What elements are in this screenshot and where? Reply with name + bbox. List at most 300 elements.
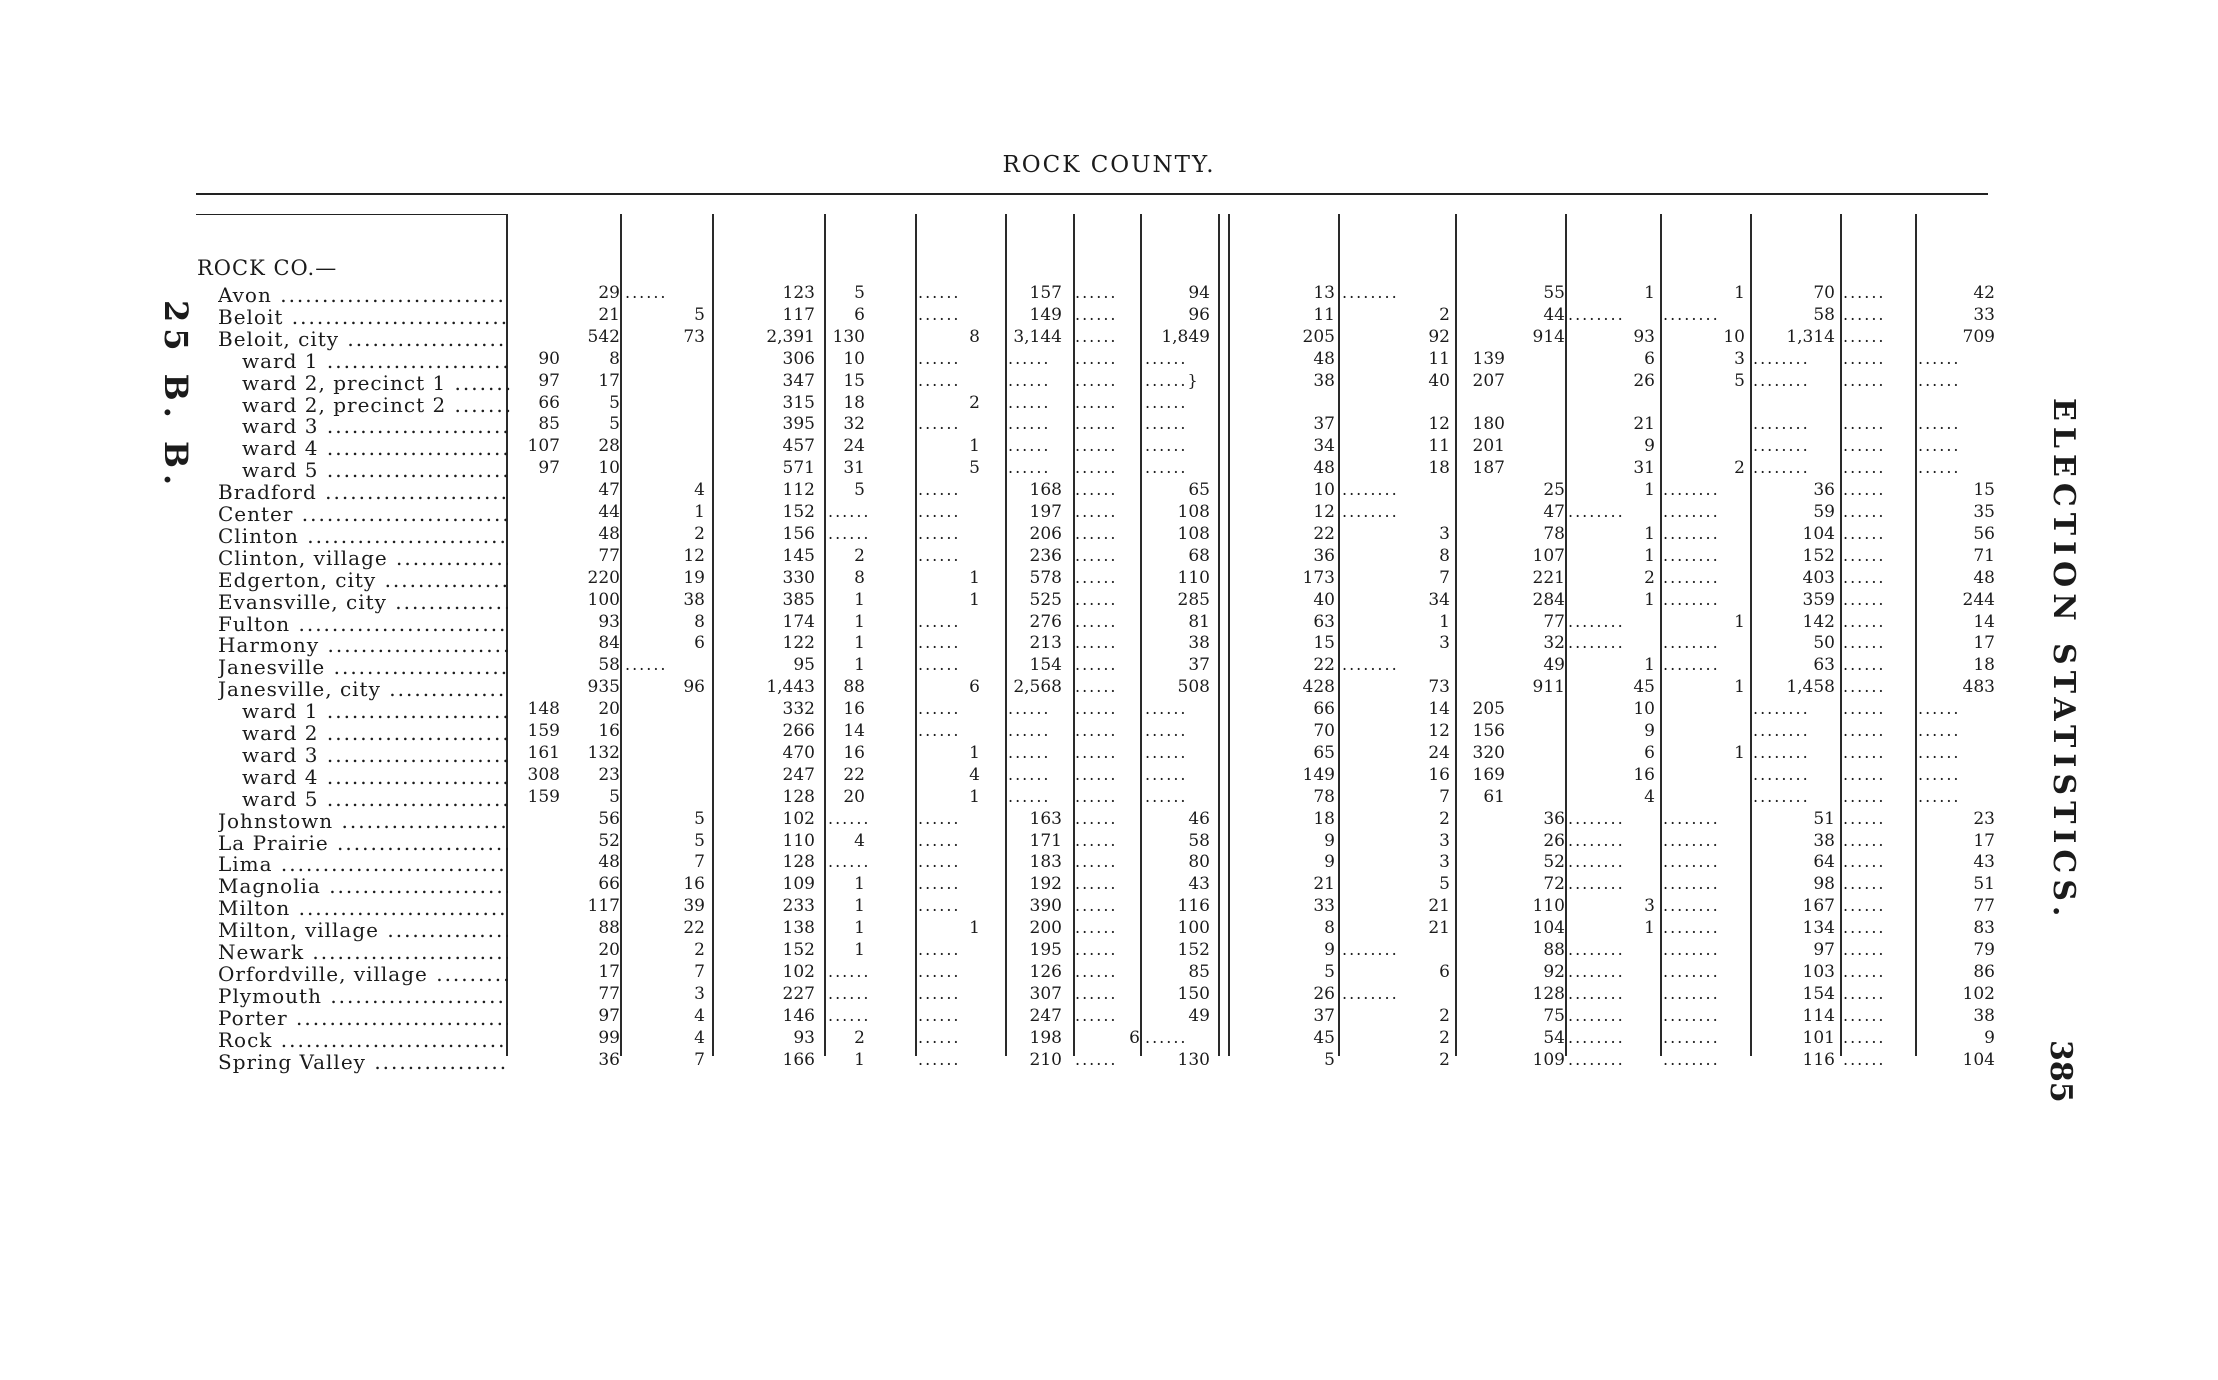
vote-cell: 205 (1472, 699, 1505, 719)
vote-cell: 6 (1439, 962, 1450, 982)
vote-cell: ...... (1145, 436, 1188, 455)
vote-cell: 571 (782, 458, 815, 478)
vote-cell: 10 (1723, 327, 1745, 347)
vote-cell: 285 (1177, 590, 1210, 610)
vote-cell: ........ (1753, 787, 1810, 806)
vote-cell: 36 (1813, 480, 1835, 500)
vote-cell: 109 (1532, 1050, 1565, 1070)
table-row (0, 918, 2218, 940)
vote-cell: 308 (527, 765, 560, 785)
vote-cell: 2 (854, 1028, 865, 1048)
vote-cell: 99 (598, 1028, 620, 1048)
vote-cell: 470 (782, 743, 815, 763)
vote-cell: 247 (1029, 1006, 1062, 1026)
vote-cell: 101 (1802, 1028, 1835, 1048)
vote-cell: ...... (1075, 1006, 1118, 1025)
vote-cell: 9 (1324, 940, 1335, 960)
page-number: 385 (2043, 1040, 2078, 1103)
vote-cell: ........ (1663, 524, 1720, 543)
vote-cell: 110 (1177, 568, 1210, 588)
vote-cell: 4 (694, 1006, 705, 1026)
table-row (0, 677, 2218, 699)
vote-cell: 97 (1813, 940, 1835, 960)
vote-cell: ...... (918, 524, 961, 543)
vote-cell: 39 (683, 896, 705, 916)
vote-cell: ...... (918, 852, 961, 871)
vote-cell: 4 (694, 1028, 705, 1048)
vote-cell: ...... (1075, 305, 1118, 324)
vote-cell: ...... (1075, 699, 1118, 718)
vote-cell: ...... (1918, 787, 1961, 806)
vote-cell: 6 (1644, 743, 1655, 763)
vote-cell: 11 (1428, 349, 1450, 369)
vote-cell: 24 (1428, 743, 1450, 763)
vote-cell: ...... (1075, 371, 1118, 390)
vote-cell: ...... (1843, 809, 1886, 828)
precinct-name: Johnstown ..... (218, 809, 508, 833)
vote-cell: ........ (1663, 633, 1720, 652)
vote-cell: 1 (969, 436, 980, 456)
vote-cell: 154 (1802, 984, 1835, 1004)
vote-cell: ...... (1843, 546, 1886, 565)
precinct-name: Rock ..... (218, 1028, 508, 1052)
vote-cell: 15 (843, 371, 865, 391)
vote-cell: 102 (1962, 984, 1995, 1004)
vote-cell: 107 (1532, 546, 1565, 566)
vote-cell: 1 (854, 896, 865, 916)
vote-cell: 156 (782, 524, 815, 544)
vote-cell: ...... (1075, 809, 1118, 828)
vote-cell: 108 (1177, 524, 1210, 544)
vote-cell: 149 (1029, 305, 1062, 325)
vote-cell: ........ (1568, 984, 1625, 1003)
vote-cell: 154 (1029, 655, 1062, 675)
vote-cell: 1 (694, 502, 705, 522)
vote-cell: ...... (1008, 393, 1051, 412)
vote-cell: 4 (694, 480, 705, 500)
vote-cell: 97 (538, 371, 560, 391)
vote-cell: ...... (1075, 765, 1118, 784)
vote-cell: 117 (782, 305, 815, 325)
table-row (0, 896, 2218, 918)
vote-cell: 7 (694, 1050, 705, 1070)
vote-cell: 110 (1532, 896, 1565, 916)
vote-cell: 134 (1802, 918, 1835, 938)
table-row (0, 743, 2218, 765)
vote-cell: 1 (969, 568, 980, 588)
vote-cell: 578 (1029, 568, 1062, 588)
vote-cell: 210 (1029, 1050, 1062, 1070)
vote-cell: 8 (969, 327, 980, 347)
vote-cell: ........ (1342, 502, 1399, 521)
page-title: ROCK COUNTY. (1002, 152, 1216, 178)
vote-cell: ...... (1075, 984, 1118, 1003)
vote-cell: 93 (1633, 327, 1655, 347)
vote-cell: 98 (1813, 874, 1835, 894)
vote-cell: ...... (918, 984, 961, 1003)
table-row (0, 283, 2218, 305)
vote-cell: 96 (683, 677, 705, 697)
vote-cell: 65 (1313, 743, 1335, 763)
vote-cell: ...... (918, 1050, 961, 1069)
vote-cell: 32 (843, 414, 865, 434)
precinct-name: Janesville ..... (218, 655, 508, 679)
vote-cell: 88 (1543, 940, 1565, 960)
precinct-name: Fulton ..... (218, 612, 508, 636)
vote-cell: ...... (828, 962, 871, 981)
vote-cell: 64 (1813, 852, 1835, 872)
vote-cell: ........ (1342, 655, 1399, 674)
vote-cell: ...... (1008, 436, 1051, 455)
vote-cell: 359 (1802, 590, 1835, 610)
vote-cell: 146 (782, 1006, 815, 1026)
vote-cell: ...... (918, 1006, 961, 1025)
precinct-name: Evansville, city ..... (218, 590, 508, 614)
vote-cell: 75 (1543, 1006, 1565, 1026)
vote-cell: 8 (1439, 546, 1450, 566)
vote-cell: 43 (1188, 874, 1210, 894)
precinct-name: Beloit, city ..... (218, 327, 508, 351)
vote-cell: 5 (1439, 874, 1450, 894)
vote-cell: 2 (1439, 1028, 1450, 1048)
vote-cell: 914 (1532, 327, 1565, 347)
vote-cell: ...... (1843, 699, 1886, 718)
precinct-name: La Prairie ..... (218, 831, 508, 855)
precinct-name: Bradford ..... (218, 480, 508, 504)
vote-cell: 33 (1313, 896, 1335, 916)
vote-cell: 81 (1188, 612, 1210, 632)
vote-cell: 4 (854, 831, 865, 851)
vote-cell: 2 (1439, 305, 1450, 325)
vote-cell: 11 (1313, 305, 1335, 325)
vote-cell: 403 (1802, 568, 1835, 588)
vote-cell: 77 (598, 984, 620, 1004)
vote-cell: 187 (1472, 458, 1505, 478)
precinct-name: Clinton ..... (218, 524, 508, 548)
vote-cell: ...... (1843, 305, 1886, 324)
vote-cell: 35 (1973, 502, 1995, 522)
vote-cell: 90 (538, 349, 560, 369)
vote-cell: 220 (587, 568, 620, 588)
vote-cell: 34 (1428, 590, 1450, 610)
vote-cell: ...... (1843, 414, 1886, 433)
vote-cell: ...... (1075, 1050, 1118, 1069)
vote-cell: 130 (1177, 1050, 1210, 1070)
vote-cell: ........ (1663, 655, 1720, 674)
table-row (0, 502, 2218, 524)
vote-cell: 390 (1029, 896, 1062, 916)
vote-cell: ........ (1663, 962, 1720, 981)
vote-cell: 56 (1973, 524, 1995, 544)
vote-cell: 1 (969, 918, 980, 938)
vote-cell: 276 (1029, 612, 1062, 632)
vote-cell: ...... (1075, 436, 1118, 455)
vote-cell: ...... (918, 349, 961, 368)
vote-cell: 104 (1802, 524, 1835, 544)
vote-cell: 152 (1177, 940, 1210, 960)
vote-cell: 9 (1644, 436, 1655, 456)
vote-cell: 5 (1734, 371, 1745, 391)
vote-cell: 14 (843, 721, 865, 741)
vote-cell: ...... (1843, 677, 1886, 696)
vote-cell: 1 (1644, 590, 1655, 610)
vote-cell: ...... (1075, 677, 1118, 696)
vote-cell: 23 (598, 765, 620, 785)
vote-cell: ...... (1918, 414, 1961, 433)
vote-cell: 2 (1644, 568, 1655, 588)
vote-cell: 5 (1324, 962, 1335, 982)
vote-cell: ........ (1342, 480, 1399, 499)
vote-cell: ........ (1663, 1028, 1720, 1047)
vote-cell: 58 (1813, 305, 1835, 325)
table-row (0, 436, 2218, 458)
vote-cell: ...... (1918, 349, 1961, 368)
vote-cell: 123 (782, 283, 815, 303)
vote-cell: 150 (1177, 984, 1210, 1004)
table-row (0, 765, 2218, 787)
vote-cell: 1 (854, 655, 865, 675)
vote-cell: 159 (527, 787, 560, 807)
vote-cell: ........ (1568, 831, 1625, 850)
table-row (0, 414, 2218, 436)
vote-cell: ...... (1075, 655, 1118, 674)
vote-cell: ........ (1568, 940, 1625, 959)
vote-cell: ........ (1753, 765, 1810, 784)
vote-cell: 48 (1313, 458, 1335, 478)
vote-cell: ...... (828, 809, 871, 828)
vote-cell: 1 (1734, 743, 1745, 763)
vote-cell: ...... (1145, 765, 1188, 784)
vote-cell: 200 (1029, 918, 1062, 938)
vote-cell: 1 (969, 743, 980, 763)
table-row (0, 655, 2218, 677)
precinct-name: Harmony ..... (218, 633, 508, 657)
vote-cell: 7 (1439, 787, 1450, 807)
vote-cell: 6 (1644, 349, 1655, 369)
vote-cell: 40 (1313, 590, 1335, 610)
vote-cell: ...... (1843, 436, 1886, 455)
vote-cell: ...... (1008, 699, 1051, 718)
precinct-name: Janesville, city ..... (218, 677, 508, 701)
vote-cell: ...... (1843, 962, 1886, 981)
vote-cell: 1,314 (1786, 327, 1835, 347)
vote-cell: 2 (1439, 1050, 1450, 1070)
vote-cell: 102 (782, 809, 815, 829)
vote-cell: ...... (1008, 787, 1051, 806)
vote-cell: ...... (828, 984, 871, 1003)
vote-cell: 385 (782, 590, 815, 610)
vote-cell: 1 (854, 874, 865, 894)
vote-cell: 66 (538, 393, 560, 413)
vote-cell: ...... (1145, 1028, 1188, 1047)
vote-cell: ...... (1008, 721, 1051, 740)
vote-cell: 1 (1734, 677, 1745, 697)
vote-cell: 139 (1472, 349, 1505, 369)
vote-cell: ...... (1843, 502, 1886, 521)
vote-cell: 167 (1802, 896, 1835, 916)
vote-cell: 9 (1984, 1028, 1995, 1048)
vote-cell: 85 (538, 414, 560, 434)
table-row (0, 1006, 2218, 1028)
vote-cell: ...... (918, 655, 961, 674)
vote-cell: ...... (1075, 458, 1118, 477)
vote-cell: ...... (1075, 940, 1118, 959)
vote-cell: 3 (1439, 831, 1450, 851)
vote-cell: 3,144 (1013, 327, 1062, 347)
vote-cell: 32 (1543, 633, 1565, 653)
vote-cell: 174 (782, 612, 815, 632)
table-row (0, 371, 2218, 393)
vote-cell: ........ (1663, 568, 1720, 587)
vote-cell: ........ (1663, 940, 1720, 959)
vote-cell: 104 (1532, 918, 1565, 938)
vote-cell: 1 (1439, 612, 1450, 632)
vote-cell: 163 (1029, 809, 1062, 829)
vote-cell: 97 (538, 458, 560, 478)
vote-cell: 48 (1973, 568, 1995, 588)
vote-cell: ...... (1843, 743, 1886, 762)
vote-cell: 16 (683, 874, 705, 894)
vote-cell: 542 (587, 327, 620, 347)
vote-cell: 4 (1644, 787, 1655, 807)
vote-cell: 37 (1188, 655, 1210, 675)
vote-cell: ...... (1145, 721, 1188, 740)
header-rule (196, 193, 1988, 195)
vote-cell: 61 (1483, 787, 1505, 807)
precinct-name: ward 3 ..... (242, 414, 512, 438)
vote-cell: 31 (1633, 458, 1655, 478)
vote-cell: 3 (1439, 524, 1450, 544)
vote-cell: ...... (918, 612, 961, 631)
vote-cell: 26 (1633, 371, 1655, 391)
vote-cell: ...... (1075, 480, 1118, 499)
vote-cell: 9 (1324, 831, 1335, 851)
vote-cell: ...... (918, 414, 961, 433)
vote-cell: 19 (683, 568, 705, 588)
vote-cell: 508 (1177, 677, 1210, 697)
vote-cell: 116 (1177, 896, 1210, 916)
vote-cell: 138 (782, 918, 815, 938)
vote-cell: 1 (1644, 546, 1655, 566)
vote-cell: 109 (782, 874, 815, 894)
vote-cell: 92 (1428, 327, 1450, 347)
vote-cell: 103 (1802, 962, 1835, 982)
vote-cell: ...... (1918, 699, 1961, 718)
vote-cell: 43 (1973, 852, 1995, 872)
vote-cell: ...... (918, 831, 961, 850)
vote-cell: ...... (1843, 787, 1886, 806)
precinct-name: ward 5 ..... (242, 458, 512, 482)
vote-cell: 709 (1962, 327, 1995, 347)
vote-cell: ...... (1008, 371, 1051, 390)
vote-cell: ...... (828, 524, 871, 543)
vote-cell: 12 (1428, 414, 1450, 434)
vote-cell: ...... (1843, 480, 1886, 499)
vote-cell: 1 (854, 590, 865, 610)
subheader-rule (196, 214, 506, 215)
vote-cell: ........ (1568, 809, 1625, 828)
vote-cell: ...... (1075, 524, 1118, 543)
vote-cell: ...... (1843, 721, 1886, 740)
table-row (0, 458, 2218, 480)
vote-cell: 6 (1129, 1028, 1140, 1048)
vote-cell: 56 (598, 809, 620, 829)
vote-cell: 20 (598, 940, 620, 960)
vote-cell: ........ (1753, 458, 1810, 477)
vote-cell: 36 (598, 1050, 620, 1070)
vote-cell: 3 (1439, 633, 1450, 653)
vote-cell: ...... (918, 283, 961, 302)
vote-cell: 108 (1177, 502, 1210, 522)
vote-cell: 44 (598, 502, 620, 522)
vote-cell: ......} (1145, 371, 1200, 390)
vote-cell: 16 (843, 699, 865, 719)
vote-cell: 457 (782, 436, 815, 456)
vote-cell: 307 (1029, 984, 1062, 1004)
vote-cell: ...... (1843, 896, 1886, 915)
vote-cell: ...... (1075, 831, 1118, 850)
vote-cell: 2 (969, 393, 980, 413)
vote-cell: ...... (918, 940, 961, 959)
vote-cell: ...... (1918, 765, 1961, 784)
vote-cell: 128 (782, 787, 815, 807)
vote-cell: 197 (1029, 502, 1062, 522)
vote-cell: 213 (1029, 633, 1062, 653)
vote-cell: ...... (1145, 743, 1188, 762)
vote-cell: ...... (1843, 612, 1886, 631)
vote-cell: 93 (793, 1028, 815, 1048)
vote-cell: 55 (1543, 283, 1565, 303)
vote-cell: 1 (1644, 655, 1655, 675)
vote-cell: 21 (1428, 896, 1450, 916)
vote-cell: ...... (1843, 590, 1886, 609)
table-row (0, 590, 2218, 612)
vote-cell: 128 (1532, 984, 1565, 1004)
vote-cell: ........ (1342, 940, 1399, 959)
vote-cell: 16 (1633, 765, 1655, 785)
vote-cell: 152 (1802, 546, 1835, 566)
vote-cell: 63 (1313, 612, 1335, 632)
vote-cell: 70 (1813, 283, 1835, 303)
vote-cell: 122 (782, 633, 815, 653)
vote-cell: 16 (843, 743, 865, 763)
vote-cell: ...... (1145, 699, 1188, 718)
vote-cell: ........ (1663, 502, 1720, 521)
vote-cell: 152 (782, 940, 815, 960)
precinct-name: Milton, village ..... (218, 918, 508, 942)
vote-cell: 38 (1973, 1006, 1995, 1026)
vote-cell: ...... (1918, 743, 1961, 762)
vote-cell: ...... (1843, 524, 1886, 543)
vote-cell: 51 (1813, 809, 1835, 829)
precinct-name: ward 2, precinct 2 ..... (242, 393, 512, 417)
vote-cell: ...... (1008, 765, 1051, 784)
vote-cell: 911 (1532, 677, 1565, 697)
vote-cell: 38 (683, 590, 705, 610)
vote-cell: 70 (1313, 721, 1335, 741)
table-row (0, 852, 2218, 874)
vote-cell: 157 (1029, 283, 1062, 303)
vote-cell: 38 (1813, 831, 1835, 851)
precinct-name: Orfordville, village ..... (218, 962, 508, 986)
vote-cell: 15 (1313, 633, 1335, 653)
vote-cell: ...... (1843, 1050, 1886, 1069)
table-row (0, 480, 2218, 502)
county-label: ROCK CO.— (197, 256, 338, 280)
vote-cell: 3 (1734, 349, 1745, 369)
vote-cell: 395 (782, 414, 815, 434)
vote-cell: 2 (694, 940, 705, 960)
